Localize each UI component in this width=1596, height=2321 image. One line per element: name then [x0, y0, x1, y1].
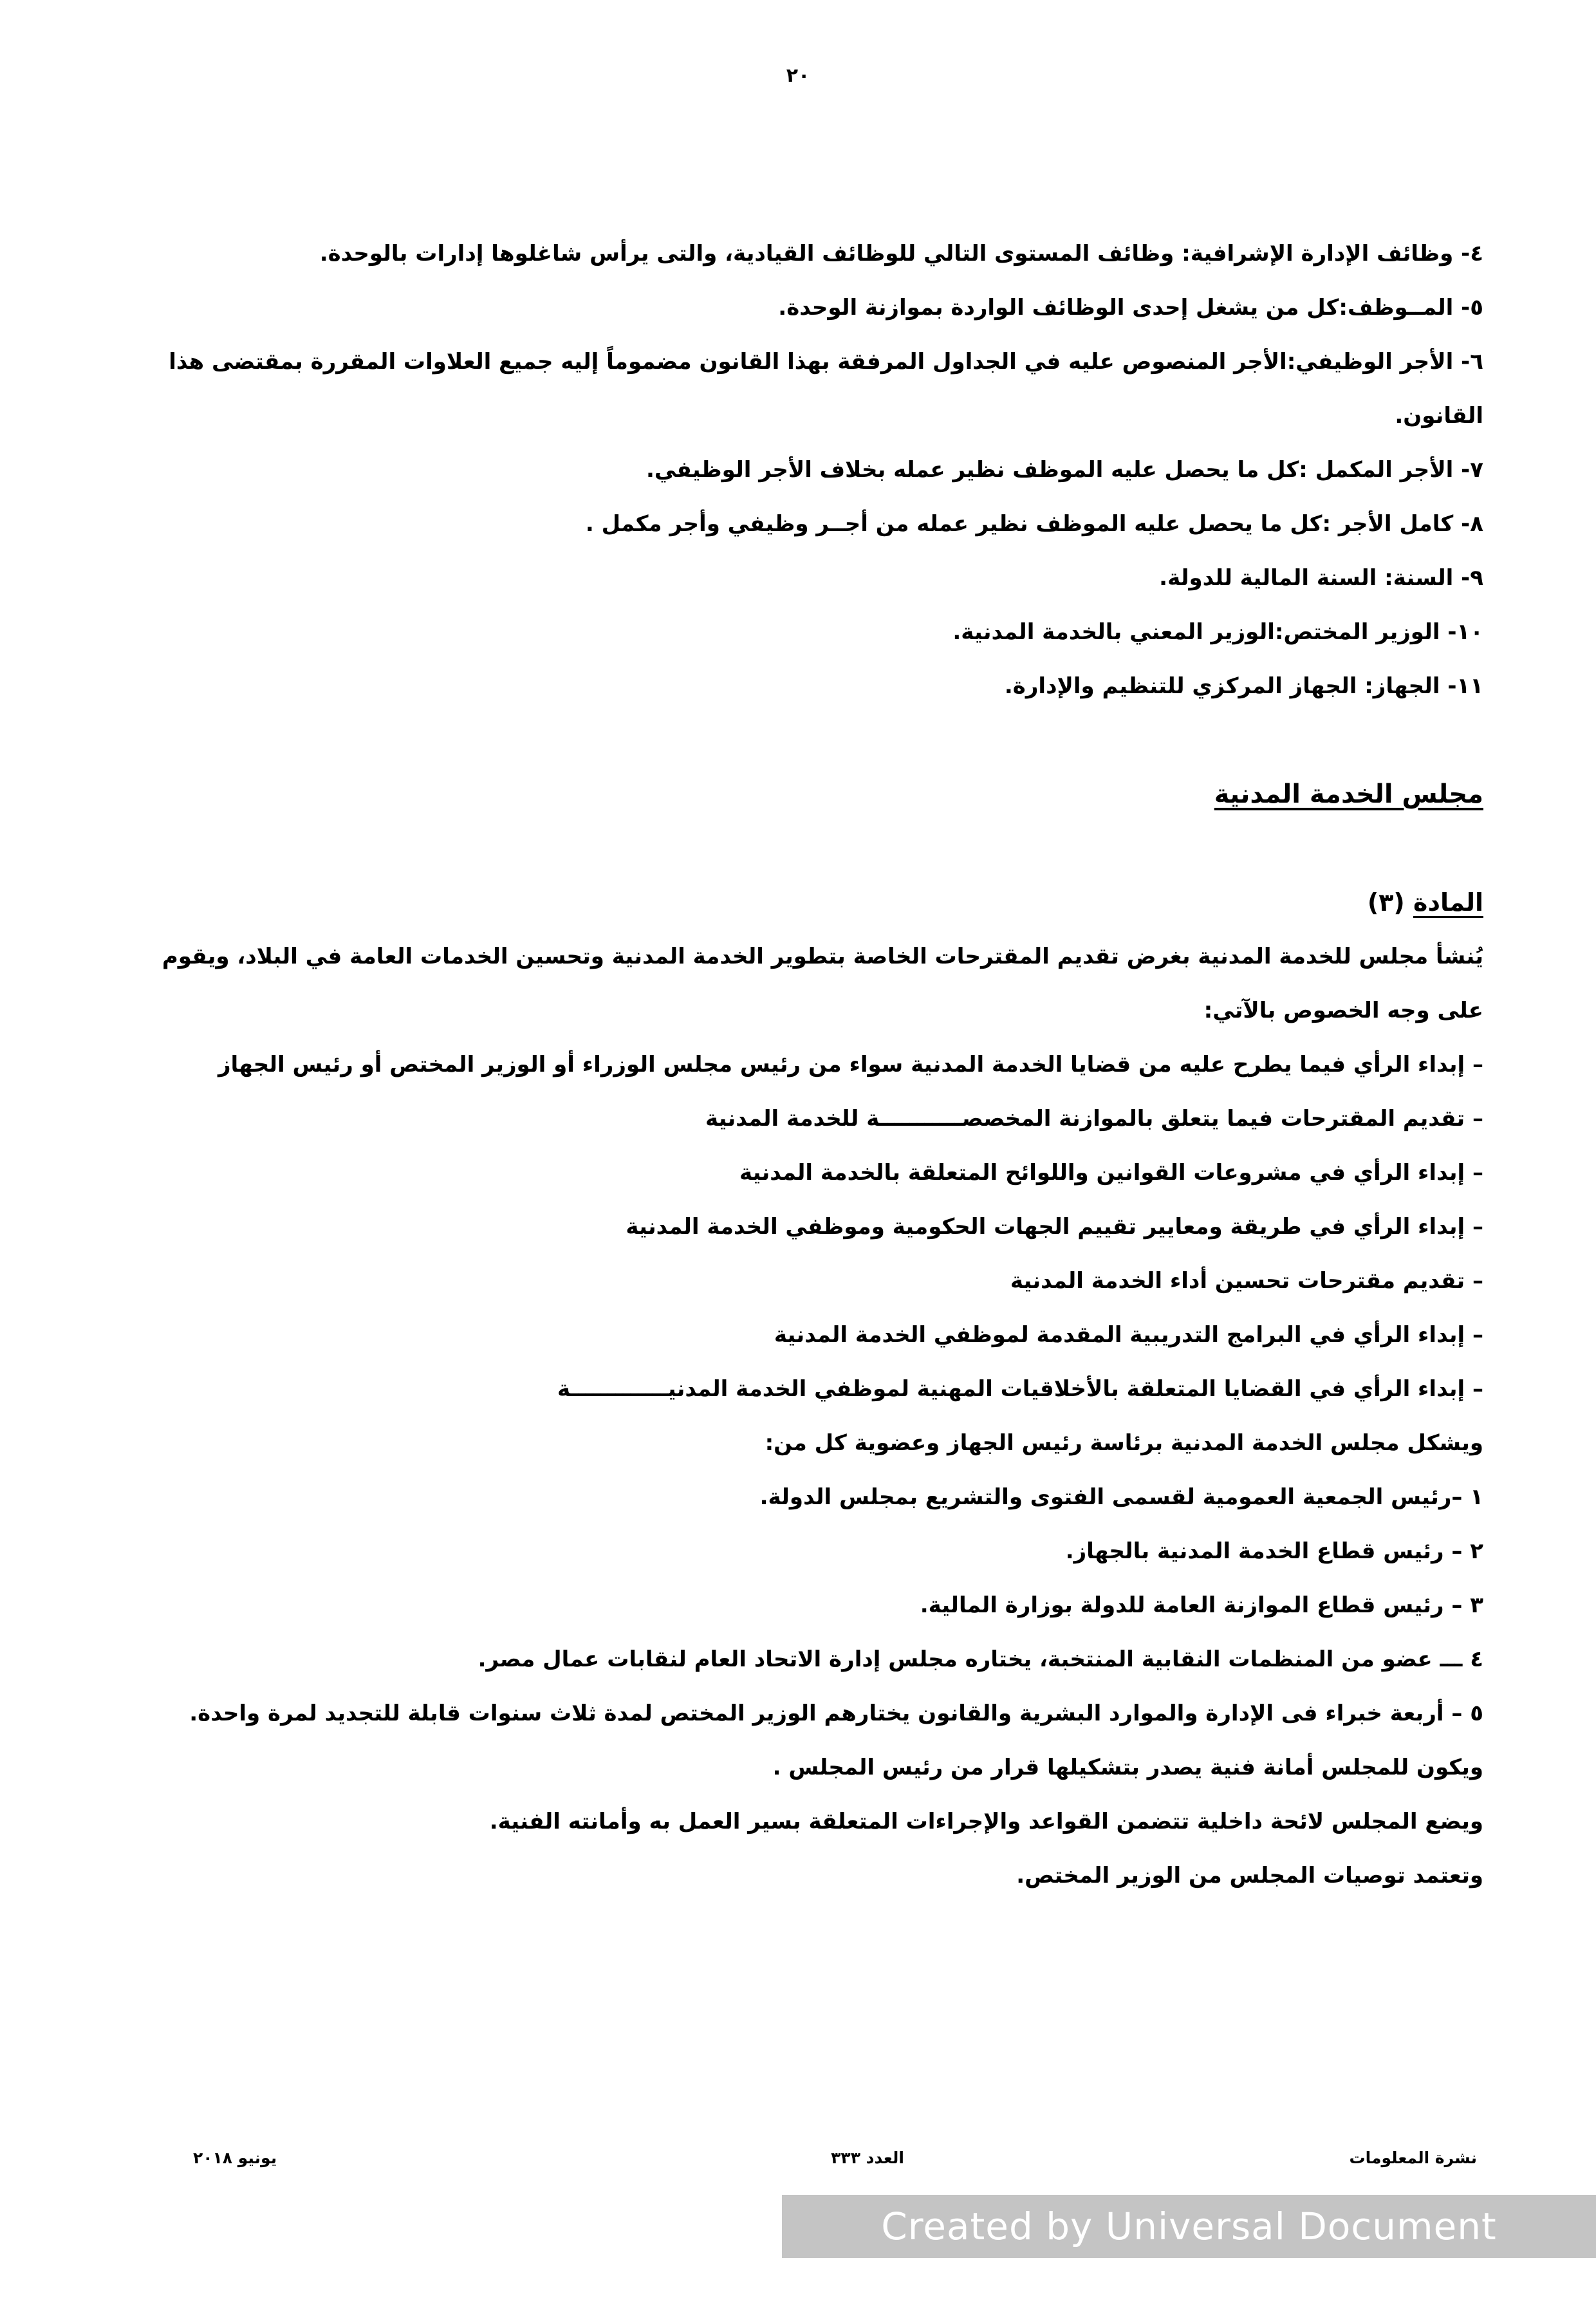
- definition-item: ٩- السنة: السنة المالية للدولة.: [1159, 565, 1483, 591]
- definition-item: ٨- كامل الأجر :كل ما يحصل عليه الموظف نظير عمله من أجــر وظيفي وأجر مكمل .: [585, 511, 1483, 537]
- document-body: [154, 227, 1483, 1903]
- definition-item: ١١- الجهاز: الجهاز المركزي للتنظيم والإدارة.: [1004, 673, 1483, 699]
- duty-item: – إبداء الرأي في طريقة ومعايير تقييم الجهات الحكومية وموظفي الخدمة المدنية: [626, 1214, 1483, 1240]
- duty-item: – إبداء الرأي في القضايا المتعلقة بالأخلاقيات المهنية لموظفي الخدمة المدنيـــــــــــــة: [557, 1376, 1483, 1402]
- footer-date: يونيو ٢٠١٨: [193, 2149, 277, 2167]
- footer-publication: نشرة المعلومات: [1349, 2149, 1477, 2167]
- closing-paragraph: وتعتمد توصيات المجلس من الوزير المختص.: [1016, 1863, 1483, 1888]
- duty-item: – تقديم مقترحات تحسين أداء الخدمة المدنية: [1010, 1268, 1483, 1294]
- member-item: ٤ ـــ عضو من المنظمات النقابية المنتخبة، يختاره مجلس إدارة الاتحاد العام لنقابات عمال مصر.: [478, 1646, 1483, 1672]
- duty-item: – تقديم المقترحات فيما يتعلق بالموازنة المخصصـــــــــــة للخدمة المدنية: [705, 1106, 1483, 1132]
- member-item: ٣ – رئيس قطاع الموازنة العامة للدولة بوزارة المالية.: [920, 1592, 1483, 1618]
- duty-item: – إبداء الرأي في البرامج التدريبية المقدمة لموظفي الخدمة المدنية: [774, 1322, 1483, 1348]
- converter-watermark: Created by Universal Document Converter: [782, 2195, 1596, 2258]
- closing-paragraph: ويضع المجلس لائحة داخلية تتضمن القواعد والإجراءات المتعلقة بسير العمل به وأمانته الفنية.: [489, 1809, 1483, 1834]
- member-item: ١ –رئيس الجمعية العمومية لقسمى الفتوى والتشريع بمجلس الدولة.: [759, 1484, 1483, 1510]
- definition-item: ٤- وظائف الإدارة الإشرافية: وظائف المستوى التالي للوظائف القيادية، والتى يرأس شاغلوها إدارات بالوحدة.: [319, 241, 1483, 266]
- definition-item: ٥- المــوظف:كل من يشغل إحدى الوظائف الواردة بموازنة الوحدة.: [778, 295, 1483, 321]
- definition-item: ٧- الأجر المكمل :كل ما يحصل عليه الموظف نظير عمله بخلاف الأجر الوظيفي.: [645, 457, 1483, 483]
- composition-intro: ويشكل مجلس الخدمة المدنية برئاسة رئيس الجهاز وعضوية كل من:: [765, 1430, 1483, 1456]
- definition-item: ١٠- الوزير المختص:الوزير المعني بالخدمة المدنية.: [952, 619, 1483, 645]
- duty-item: – إبداء الرأي في مشروعات القوانين واللوائح المتعلقة بالخدمة المدنية: [739, 1160, 1483, 1186]
- member-item: ٥ – أربعة خبراء فى الإدارة والموارد البشرية والقانون يختارهم الوزير المختص لمدة ثلاث سنوات قابلة للتجديد لمرة واحدة.: [189, 1701, 1483, 1726]
- page-number: ٢٠: [786, 64, 810, 87]
- duty-item: – إبداء الرأي فيما يطرح عليه من قضايا الخدمة المدنية سواء من رئيس مجلس الوزراء أو الوزير المختص أو رئيس الجهاز: [218, 1052, 1483, 1077]
- definition-item: ٦- الأجر الوظيفي:الأجر المنصوص عليه في الجداول المرفقة بهذا القانون مضموماً إليه جميع العلاوات المقررة بمقتضى هذا القانون.: [169, 349, 1483, 429]
- member-item: ٢ – رئيس قطاع الخدمة المدنية بالجهاز.: [1065, 1538, 1483, 1564]
- footer-issue: العدد ٣٣٣: [831, 2149, 904, 2167]
- section-heading: مجلس الخدمة المدنية: [1214, 779, 1483, 809]
- article-label: المادة: [1413, 888, 1483, 917]
- page-footer: [193, 2149, 1477, 2181]
- article-heading: [154, 875, 1483, 929]
- closing-paragraph: ويكون للمجلس أمانة فنية يصدر بتشكيلها قرار من رئيس المجلس .: [772, 1755, 1483, 1780]
- article-number: (٣): [1367, 888, 1405, 917]
- article-intro: يُنشأ مجلس للخدمة المدنية بغرض تقديم المقترحات الخاصة بتطوير الخدمة المدنية وتحسين الخدمات العامة في البلاد، ويقوم على وجه الخصوص بالآتي:: [162, 944, 1483, 1023]
